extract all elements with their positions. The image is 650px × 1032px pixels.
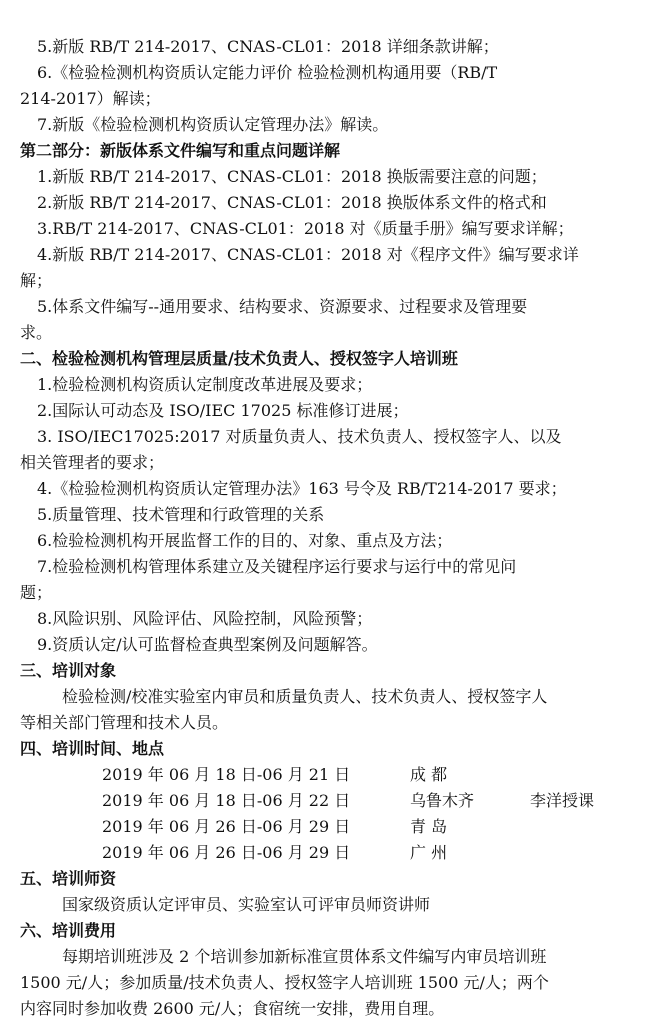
schedule-city: 成 都 [410,765,448,784]
section2-heading: 二、检验检测机构管理层质量/技术负责人、授权签字人培训班 [20,349,458,368]
part2-item-4: 4.新版 RB/T 214-2017、CNAS-CL01：2018 对《程序文件》编写要求详 [37,245,579,264]
section3-line-2: 等相关部门管理和技术人员。 [20,713,229,732]
part2-item-5-cont: 求。 [20,323,53,342]
schedule-city: 青 岛 [410,817,448,836]
section3-heading: 三、培训对象 [20,661,117,680]
section2-item-7: 7.检验检测机构管理体系建立及关键程序运行要求与运行中的常见问 [37,557,517,576]
section6-heading: 六、培训费用 [20,921,117,940]
schedule-date: 2019 年 06 月 18 日-06 月 22 日 [102,791,351,810]
schedule-date: 2019 年 06 月 26 日-06 月 29 日 [102,817,351,836]
part2-item-2: 2.新版 RB/T 214-2017、CNAS-CL01：2018 换版体系文件的格式和 [37,193,547,212]
section2-item-3: 3. ISO/IEC17025:2017 对质量负责人、技术负责人、授权签字人、以及 [37,427,562,446]
section5-heading: 五、培训师资 [20,869,117,888]
section2-item-1: 1.检验检测机构资质认定制度改革进展及要求； [37,375,373,394]
part1-item-6-cont: 214-2017）解读； [20,89,161,108]
part1-item-7: 7.新版《检验检测机构资质认定管理办法》解读。 [37,115,389,134]
schedule-date: 2019 年 06 月 26 日-06 月 29 日 [102,843,351,862]
section6-line-2: 1500 元/人；参加质量/技术负责人、授权签字人培训班 1500 元/人；两个 [20,973,549,992]
section2-item-9: 9.资质认定/认可监督检查典型案例及问题解答。 [37,635,378,654]
section6-line-1: 每期培训班涉及 2 个培训参加新标准宣贯体系文件编写内审员培训班 [62,947,547,966]
part2-item-4-cont: 解； [20,271,53,290]
schedule-note: 李洋授课 [530,791,595,810]
section6-line-3: 内容同时参加收费 2600 元/人；食宿统一安排，费用自理。 [20,999,445,1018]
section2-item-7-cont: 题； [20,583,53,602]
part1-item-6: 6.《检验检测机构资质认定能力评价 检验检测机构通用要（RB/T [37,63,498,82]
section3-line-1: 检验检测/校准实验室内审员和质量负责人、技术负责人、授权签字人 [62,687,548,706]
part1-item-5: 5.新版 RB/T 214-2017、CNAS-CL01：2018 详细条款讲解； [37,37,499,56]
part2-item-5: 5.体系文件编写--通用要求、结构要求、资源要求、过程要求及管理要 [37,297,528,316]
section2-item-3-cont: 相关管理者的要求； [20,453,165,472]
part2-heading: 第二部分：新版体系文件编写和重点问题详解 [20,141,341,160]
schedule-city: 乌鲁木齐 [410,791,475,810]
section5-line-1: 国家级资质认定评审员、实验室认可评审员师资讲师 [62,895,431,914]
section4-heading: 四、培训时间、地点 [20,739,165,758]
section2-item-2: 2.国际认可动态及 ISO/IEC 17025 标准修订进展； [37,401,409,420]
section2-item-5: 5.质量管理、技术管理和行政管理的关系 [37,505,325,524]
schedule-city: 广 州 [410,843,448,862]
part2-item-1: 1.新版 RB/T 214-2017、CNAS-CL01：2018 换版需要注意的问题； [37,167,547,186]
part2-item-3: 3.RB/T 214-2017、CNAS-CL01：2018 对《质量手册》编写要求详解； [37,219,574,238]
section2-item-8: 8.风险识别、风险评估、风险控制，风险预警； [37,609,373,628]
section2-item-6: 6.检验检测机构开展监督工作的目的、对象、重点及方法； [37,531,453,550]
schedule-date: 2019 年 06 月 18 日-06 月 21 日 [102,765,351,784]
section2-item-4: 4.《检验检测机构资质认定管理办法》163 号令及 RB/T214-2017 要求； [37,479,567,498]
